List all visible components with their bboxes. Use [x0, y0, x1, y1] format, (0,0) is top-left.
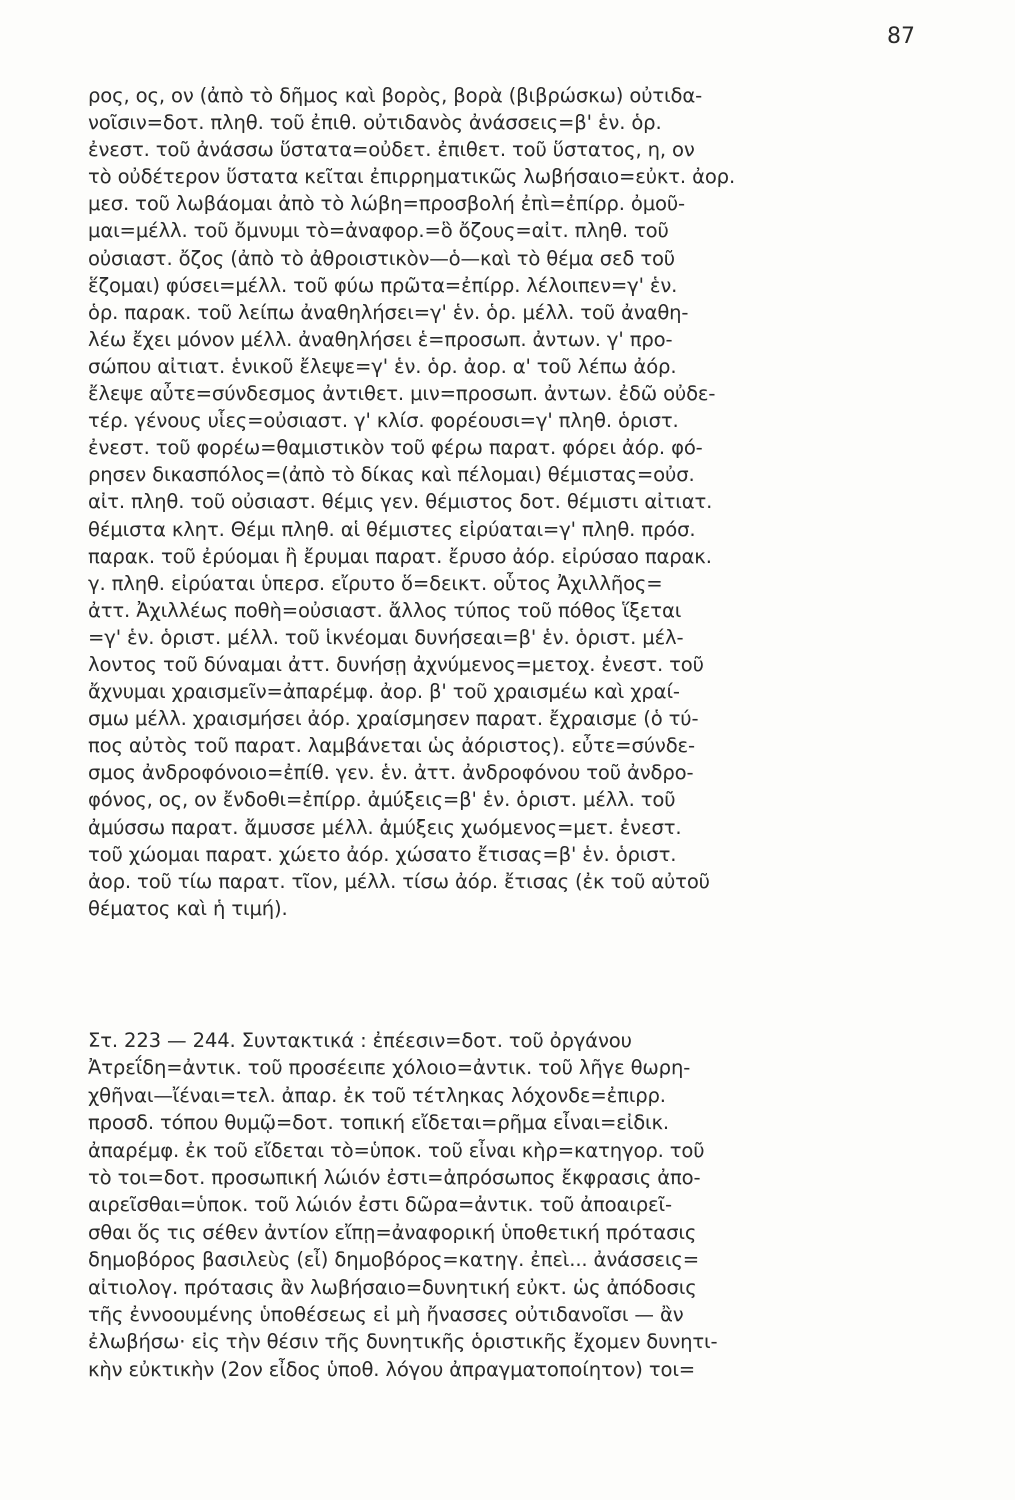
text-line: αἰτιολογ. πρότασις ἂν λωβήσαιο=δυνητική εὐκτ. ὡς ἀπόδοσις: [88, 1275, 697, 1299]
text-line: σθαι ὅς τις σέθεν ἀντίον εἴπῃ=ἀναφορική ὑποθετική πρότασις: [88, 1220, 697, 1244]
text-line: ἄχνυμαι χραισμεῖν=ἀπαρέμφ. ἀορ. β' τοῦ χραισμέω καὶ χραί-: [88, 680, 680, 704]
text-line: τὸ οὐδέτερον ὕστατα κεῖται ἐπιρρηματικῶς λωβήσαιο=εὐκτ. ἀορ.: [88, 165, 736, 189]
text-line: θέμιστα κλητ. Θέμι πληθ. αἱ θέμιστες εἰρύαται=γ' πληθ. πρόσ.: [88, 517, 696, 541]
commentary-paragraph: [88, 82, 930, 922]
text-line: λοντος τοῦ δύναμαι ἀττ. δυνήσῃ ἀχνύμενος=μετοχ. ἐνεστ. τοῦ: [88, 652, 704, 676]
text-line: μεσ. τοῦ λωβάομαι ἀπὸ τὸ λώβη=προσβολή ἐπὶ=ἐπίρρ. ὀμοῦ-: [88, 192, 685, 216]
text-line: =γ' ἑν. ὁριστ. μέλλ. τοῦ ἱκνέομαι δυνήσεαι=β' ἑν. ὁριστ. μέλ-: [88, 625, 684, 649]
text-line: ἀττ. Ἀχιλλέως ποθὴ=οὐσιαστ. ἄλλος τύπος τοῦ πόθος ἵξεται: [88, 598, 682, 622]
text-line: φόνος, ος, ον ἔνδοθι=ἐπίρρ. ἀμύξεις=β' ἑν. ὁριστ. μέλλ. τοῦ: [88, 788, 676, 812]
text-line: ἐνεστ. τοῦ φορέω=θαμιστικὸν τοῦ φέρω παρατ. φόρει ἀόρ. φό-: [88, 436, 703, 460]
text-line: νοῖσιν=δοτ. πληθ. τοῦ ἐπιθ. οὐτιδανὸς ἀνάσσεις=β' ἑν. ὁρ.: [88, 111, 662, 135]
text-line: τὸ τοι=δοτ. προσωπική λώιόν ἐστι=ἀπρόσωπος ἔκφρασις ἀπο-: [88, 1165, 701, 1189]
text-line: θέματος καὶ ἡ τιμή).: [88, 896, 288, 920]
text-line: γ. πληθ. εἰρύαται ὑπερσ. εἴρυτο ὅ=δεικτ. οὗτος Ἀχιλλῆος=: [88, 571, 663, 595]
syntax-paragraph: [88, 1027, 930, 1383]
text-line: προσδ. τόπου θυμῷ=δοτ. τοπική εἴδεται=ρῆμα εἶναι=εἰδικ.: [88, 1111, 669, 1135]
text-line: τῆς ἐννοουμένης ὑποθέσεως εἰ μὴ ἤνασσες οὐτιδανοῖσι — ἂν: [88, 1302, 684, 1326]
text-line: ἀπαρέμφ. ἐκ τοῦ εἴδεται τὸ=ὑποκ. τοῦ εἶναι κὴρ=κατηγορ. τοῦ: [88, 1138, 705, 1162]
text-line: πος αὐτὸς τοῦ παρατ. λαμβάνεται ὡς ἀόριστος). εὖτε=σύνδε-: [88, 734, 695, 758]
text-line: σμος ἀνδροφόνοιο=ἐπίθ. γεν. ἑν. ἀττ. ἀνδροφόνου τοῦ ἀνδρο-: [88, 761, 694, 785]
text-line: ἐνεστ. τοῦ ἀνάσσω ὕστατα=οὐδετ. ἐπιθετ. τοῦ ὕστατος, η, ον: [88, 138, 695, 162]
text-line: Στ. 223 — 244. Συντακτικά : ἐπέεσιν=δοτ. τοῦ ὀργάνου: [88, 1029, 632, 1052]
text-line: τέρ. γένους υἷες=οὐσιαστ. γ' κλίσ. φορέουσι=γ' πληθ. ὁριστ.: [88, 409, 679, 433]
text-line: ρησεν δικασπόλος=(ἀπὸ τὸ δίκας καὶ πέλομαι) θέμιστας=οὐσ.: [88, 463, 695, 487]
text-line: ρος, ος, ον (ἀπὸ τὸ δῆμος καὶ βορὸς, βορὰ (βιβρώσκω) οὐτιδα-: [88, 84, 703, 107]
text-line: ἕζομαι) φύσει=μέλλ. τοῦ φύω πρῶτα=ἐπίρρ. λέλοιπεν=γ' ἑν.: [88, 273, 678, 297]
text-line: τοῦ χώομαι παρατ. χώετο ἀόρ. χώσατο ἔτισας=β' ἑν. ὁριστ.: [88, 842, 677, 866]
text-line: δημοβόρος βασιλεὺς (εἶ) δημοβόρος=κατηγ. ἐπεὶ... ἀνάσσεις=: [88, 1248, 699, 1272]
text-line: ἀορ. τοῦ τίω παρατ. τῖον, μέλλ. τίσω ἀόρ. ἔτισας (ἐκ τοῦ αὐτοῦ: [88, 869, 710, 893]
text-line: παρακ. τοῦ ἐρύομαι ἢ ἔρυμαι παρατ. ἔρυσο ἀόρ. εἰρύσαο παρακ.: [88, 544, 712, 568]
text-line: μαι=μέλλ. τοῦ ὄμνυμι τὸ=ἀναφορ.=ὃ ὄζους=αἰτ. πληθ. τοῦ: [88, 219, 669, 243]
text-line: ἐλωβήσω· εἰς τὴν θέσιν τῆς δυνητικῆς ὁριστικῆς ἔχομεν δυνητι-: [88, 1330, 718, 1354]
text-line: σμω μέλλ. χραισμήσει ἀόρ. χραίσμησεν παρατ. ἔχραισμε (ὁ τύ-: [88, 707, 699, 731]
text-line: χθῆναι—ἴέναι=τελ. ἀπαρ. ἐκ τοῦ τέτληκας λόχονδε=ἐπιρρ.: [88, 1083, 666, 1107]
text-line: οὐσιαστ. ὄζος (ἀπὸ τὸ ἀθροιστικὸν—ὁ—καὶ τὸ θέμα σεδ τοῦ: [88, 246, 675, 270]
text-line: ὁρ. παρακ. τοῦ λείπω ἀναθηλήσει=γ' ἑν. ὁρ. μέλλ. τοῦ ἀναθη-: [88, 300, 689, 324]
text-line: ἀμύσσω παρατ. ἄμυσσε μέλλ. ἀμύξεις χωόμενος=μετ. ἐνεστ.: [88, 815, 682, 839]
text-line: ἔλεψε αὖτε=σύνδεσμος ἀντιθετ. μιν=προσωπ. ἀντων. ἐδῶ οὐδε-: [88, 382, 716, 406]
text-line: Ἀτρεΐδη=ἀντικ. τοῦ προσέειπε χόλοιο=ἀντικ. τοῦ λῆγε θωρη-: [88, 1056, 691, 1080]
text-line: αιρεῖσθαι=ὑποκ. τοῦ λώιόν ἐστι δῶρα=ἀντικ. τοῦ ἀποαιρεῖ-: [88, 1193, 672, 1217]
text-line: κὴν εὐκτικὴν (2ον εἶδος ὑποθ. λόγου ἀπραγματοποίητον) τοι=: [88, 1357, 696, 1381]
text-line: αἰτ. πληθ. τοῦ οὐσιαστ. θέμις γεν. θέμιστος δοτ. θέμιστι αἰτιατ.: [88, 490, 713, 514]
page-number: 87: [887, 24, 915, 49]
text-line: λέω ἔχει μόνον μέλλ. ἀναθηλήσει ἑ=προσωπ. ἀντων. γ' προ-: [88, 327, 673, 351]
text-line: σώπου αἰτιατ. ἑνικοῦ ἔλεψε=γ' ἑν. ὁρ. ἀορ. α' τοῦ λέπω ἀόρ.: [88, 354, 677, 378]
